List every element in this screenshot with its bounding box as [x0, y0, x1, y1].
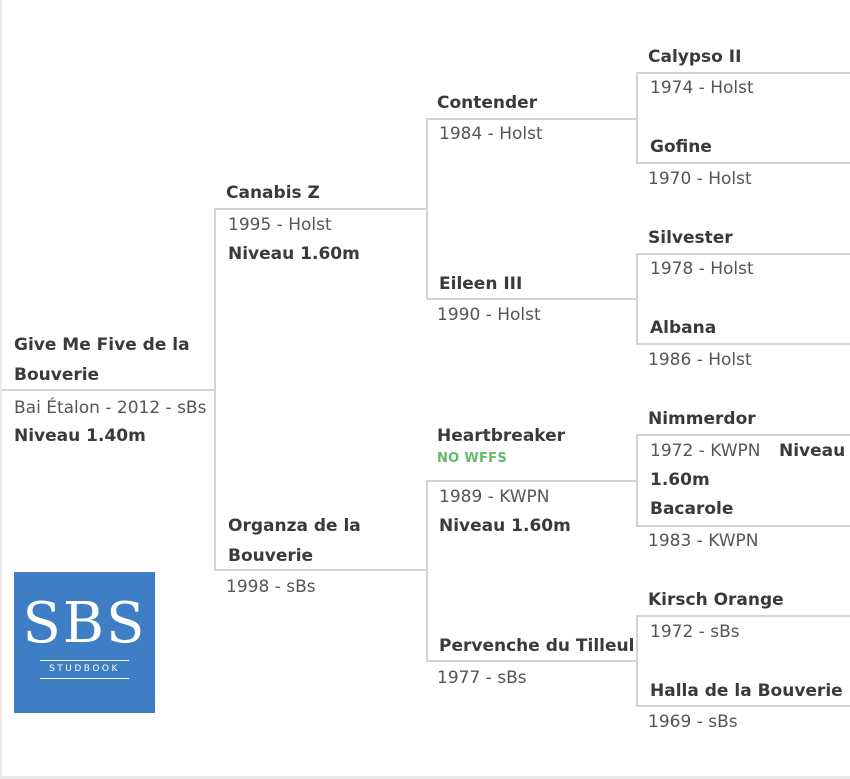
horse-info: 1972 - sBs	[650, 622, 740, 642]
sbs-studbook-logo[interactable]	[14, 572, 155, 713]
wffs-status-badge: NO WFFS	[437, 451, 508, 466]
horse-level: Niveau	[779, 441, 846, 461]
horse-name-continued[interactable]: Bouverie	[228, 546, 314, 566]
horse-info: 1970 - Holst	[648, 169, 752, 189]
horse-info: 1978 - Holst	[650, 259, 754, 279]
horse-level-value: 1.60m	[650, 470, 710, 490]
horse-name[interactable]: Eileen III	[439, 274, 523, 294]
horse-info: 1977 - sBs	[437, 668, 527, 688]
horse-info: 1972 - KWPN	[650, 441, 761, 461]
connector	[426, 480, 428, 662]
horse-name[interactable]: Kirsch Orange	[648, 590, 784, 610]
connector	[214, 208, 216, 570]
horse-name[interactable]: Silvester	[648, 228, 733, 248]
horse-info: 1974 - Holst	[650, 78, 754, 98]
logo-text: SBS	[22, 591, 147, 656]
logo-subtext: STUDBOOK	[49, 664, 120, 674]
horse-info: Bai Étalon - 2012 - sBs	[14, 398, 207, 418]
horse-name[interactable]: Contender	[437, 93, 538, 113]
logo-rule	[40, 678, 129, 679]
horse-name[interactable]: Pervenche du Tilleul	[439, 636, 635, 656]
horse-info: 1969 - sBs	[648, 712, 738, 732]
horse-name[interactable]: Give Me Five de la	[14, 335, 190, 355]
connector	[636, 434, 638, 527]
horse-name[interactable]: Gofine	[650, 137, 712, 157]
horse-level: Niveau 1.40m	[14, 426, 146, 446]
horse-info: 1983 - KWPN	[648, 531, 759, 551]
connector	[426, 118, 428, 300]
horse-level: Niveau 1.60m	[228, 244, 360, 264]
horse-info: 1986 - Holst	[648, 350, 752, 370]
horse-name[interactable]: Organza de la	[228, 516, 361, 536]
horse-info: 1990 - Holst	[437, 305, 541, 325]
horse-name[interactable]: Heartbreaker	[437, 426, 566, 446]
connector	[636, 615, 638, 707]
horse-name[interactable]: Halla de la Bouverie	[650, 681, 843, 701]
connector	[636, 72, 638, 164]
horse-info: 1984 - Holst	[439, 124, 543, 144]
connector	[636, 253, 638, 345]
horse-level: Niveau 1.60m	[439, 516, 571, 536]
horse-name[interactable]: Nimmerdor	[648, 409, 756, 429]
horse-info: 1989 - KWPN	[439, 487, 550, 507]
horse-info: 1998 - sBs	[226, 577, 316, 597]
horse-name[interactable]: Canabis Z	[226, 183, 320, 203]
horse-name[interactable]: Bacarole	[650, 499, 734, 519]
logo-rule	[40, 660, 129, 661]
horse-name[interactable]: Albana	[650, 318, 717, 338]
horse-name-continued[interactable]: Bouverie	[14, 365, 100, 385]
horse-info: 1995 - Holst	[228, 215, 332, 235]
horse-name[interactable]: Calypso II	[648, 47, 742, 67]
